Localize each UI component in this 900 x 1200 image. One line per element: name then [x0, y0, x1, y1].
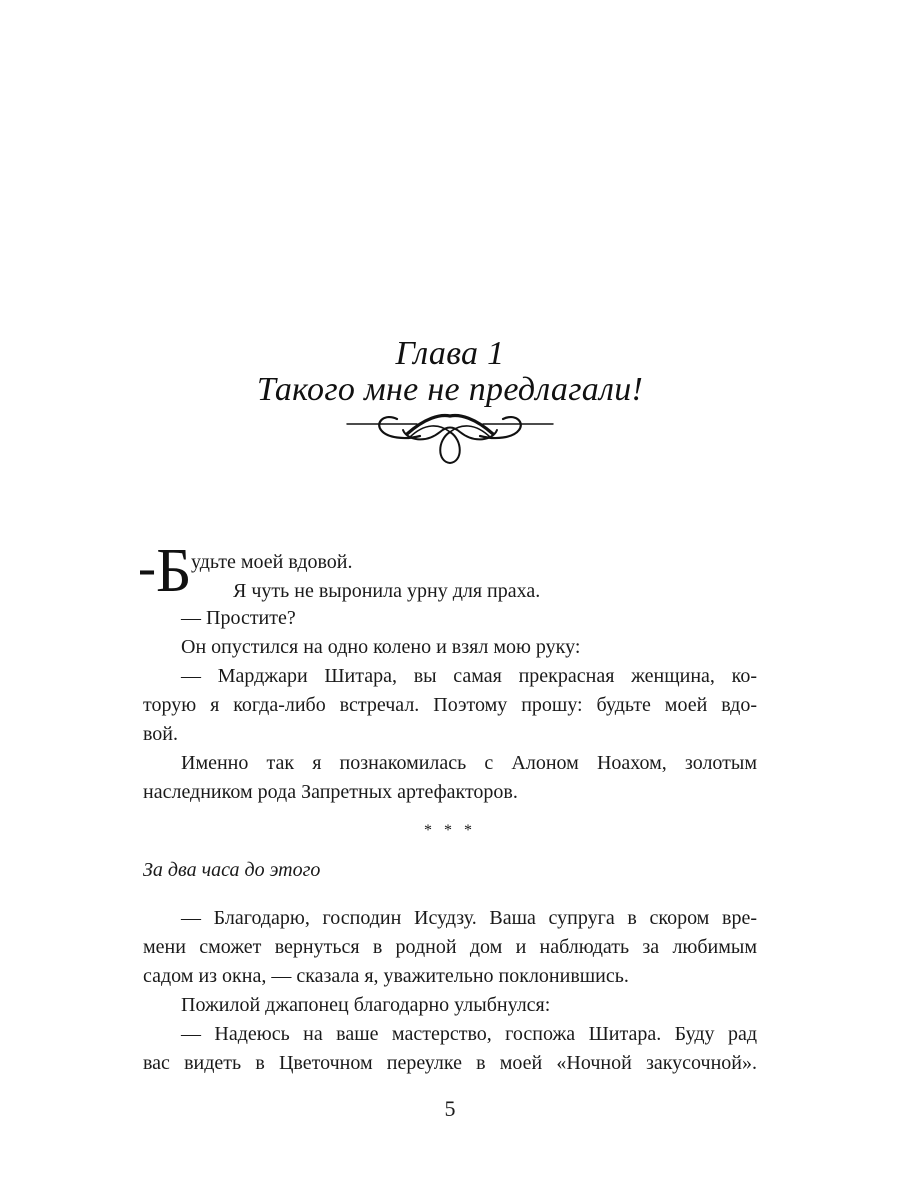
opening-line-1: удьте моей вдовой. [191, 551, 353, 573]
text-line: вас видеть в Цветочном переулке в моей «Ночной закусочной». [143, 1052, 757, 1074]
opening-line-2: Я чуть не выронила урну для праха. [233, 580, 541, 602]
drop-cap-dash: - [138, 537, 156, 597]
text-line: — Марджари Шитара, вы самая прекрасная женщина, ко- [181, 665, 757, 687]
chapter-title: Такого мне не предлагали! [256, 371, 644, 408]
text-line: Пожилой джапонец благодарно улыбнулся: [181, 994, 551, 1016]
text-line: садом из окна, — сказала я, уважительно поклонившись. [143, 965, 629, 987]
text-block-part2 [143, 904, 757, 1078]
text-line: мени сможет вернуться в родной дом и наблюдать за любимым [143, 936, 757, 958]
text-line: — Благодарю, господин Исудзу. Ваша супруга в скором вре- [181, 907, 757, 929]
text-line: Он опустился на одно колено и взял мою руку: [181, 636, 581, 658]
text-line: — Простите? [181, 607, 296, 629]
text-line: наследником рода Запретных артефакторов. [143, 781, 518, 803]
flourish-divider-icon [345, 410, 555, 470]
text-line: вой. [143, 723, 179, 745]
text-line: Именно так я познакомилась с Алоном Ноахом, золотым [181, 752, 757, 774]
drop-cap [138, 537, 192, 605]
scene-time-caption: За два часа до этого [143, 859, 321, 881]
scene-break: * * * [424, 822, 476, 839]
text-line: — Надеюсь на ваше мастерство, госпожа Шитара. Буду рад [181, 1023, 757, 1045]
drop-cap-letter: Б [155, 537, 192, 605]
opening-lines [191, 548, 540, 606]
chapter-heading [0, 336, 900, 408]
page-number: 5 [444, 1096, 456, 1121]
chapter-number: Глава 1 [395, 335, 505, 372]
text-block-part1 [143, 604, 757, 807]
text-line: торую я когда-либо встречал. Поэтому прошу: будьте моей вдо- [143, 694, 757, 716]
